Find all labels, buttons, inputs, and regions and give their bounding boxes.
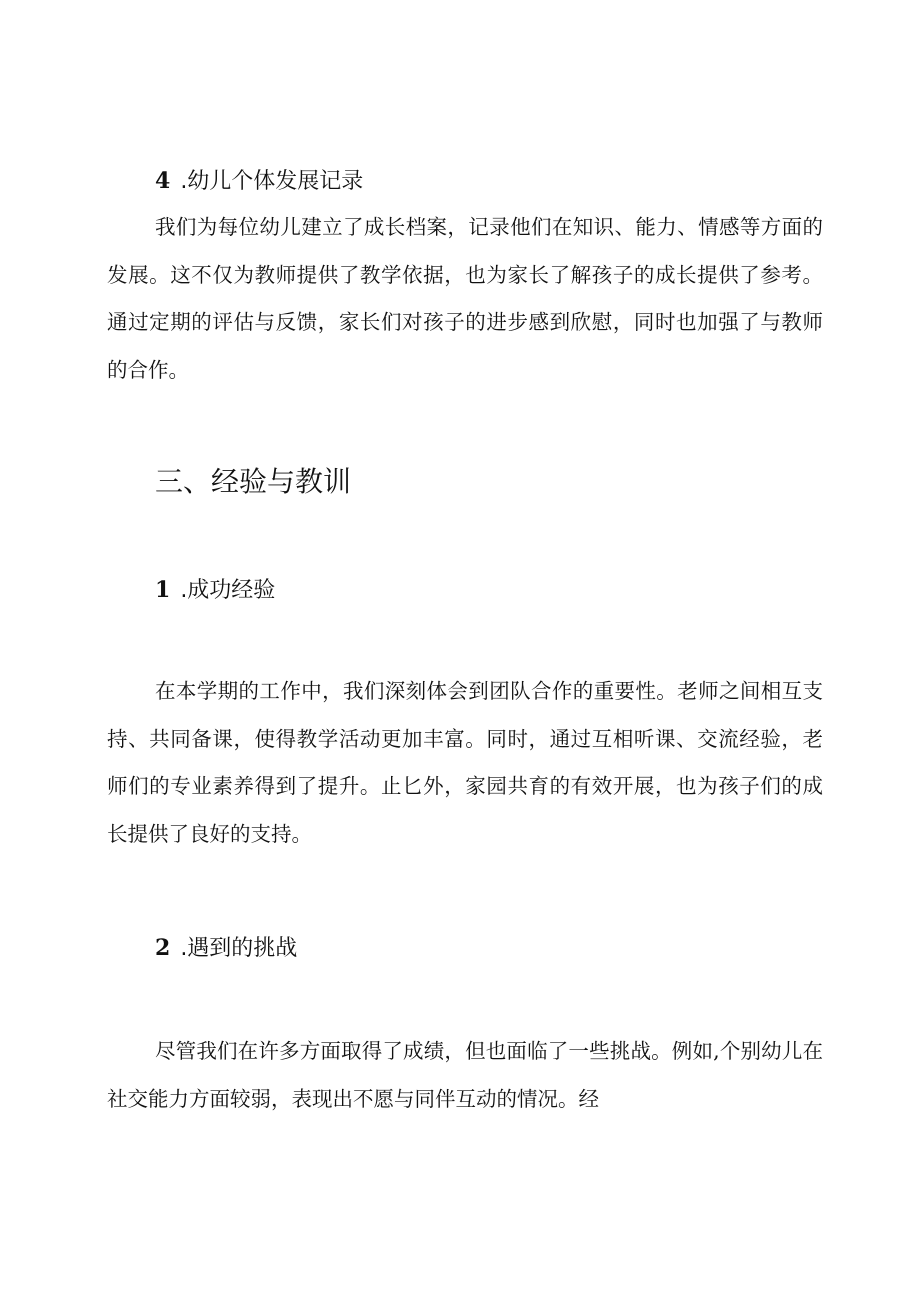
heading-text: .成功经验: [180, 578, 276, 603]
heading-challenges: [155, 933, 297, 964]
paragraph-successful-experience: 在本学期的工作中，我们深刻体会到团队合作的重要性。老师之间相互支持、共同备课，使得教学活动更加丰富。同时，通过互相听课、交流经验，老师们的专业素养得到了提升。止匕外，家园共育的有效开展，也为孩子们的成长提供了良好的支持。: [107, 679, 823, 846]
heading-successful-experience: [155, 575, 275, 606]
section-title-experience-lessons: 三、经验与教训: [155, 465, 352, 498]
heading-individual-development-record: [155, 166, 363, 197]
heading-text: .遇到的挑战: [180, 936, 298, 961]
heading-number: 1: [155, 577, 171, 603]
heading-number: 2: [155, 935, 171, 961]
paragraph-individual-development: 我们为每位幼儿建立了成长档案，记录他们在知识、能力、情感等方面的发展。这不仅为教师提供了教学依据，也为家长了解孩子的成长提供了参考。通过定期的评估与反馈，家长们对孩子的进步感到欣慰，同时也加强了与教师的合作。: [107, 215, 823, 382]
heading-text: .幼儿个体发展记录: [180, 169, 364, 194]
paragraph-challenges: 尽管我们在许多方面取得了成绩，但也面临了一些挑战。例如,个别幼儿在社交能力方面较弱，表现出不愿与同伴互动的情况。经: [107, 1039, 823, 1111]
heading-number: 4: [155, 168, 171, 194]
